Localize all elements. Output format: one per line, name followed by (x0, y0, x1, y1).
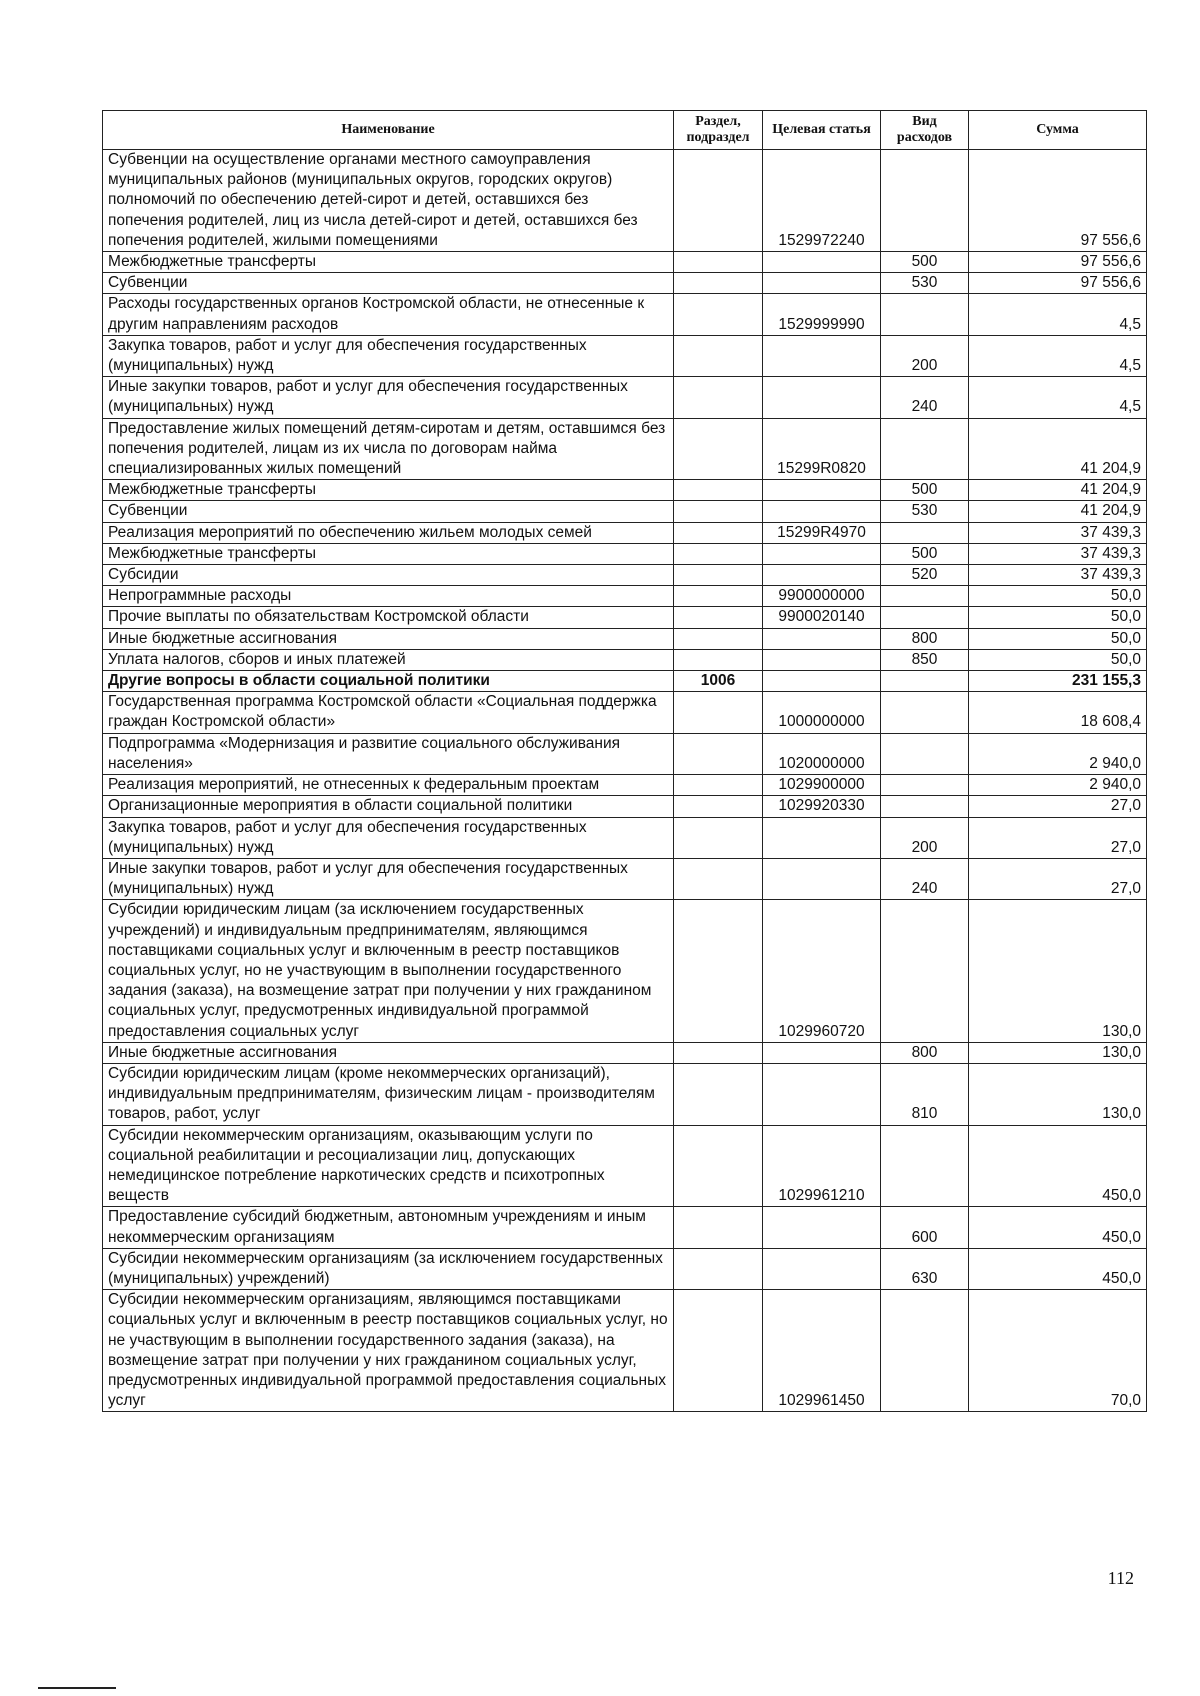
cell-sum: 2 940,0 (969, 775, 1147, 796)
cell-sum: 27,0 (969, 858, 1147, 899)
cell-sum: 50,0 (969, 628, 1147, 649)
cell-sum: 27,0 (969, 796, 1147, 817)
header-target: Целевая статья (763, 111, 881, 150)
cell-target (763, 1248, 881, 1289)
table-row (103, 607, 1147, 628)
cell-sum: 50,0 (969, 607, 1147, 628)
cell-expense (881, 607, 969, 628)
cell-target: 15299R0820 (763, 418, 881, 480)
cell-section (674, 1248, 763, 1289)
cell-target (763, 565, 881, 586)
cell-sum: 27,0 (969, 817, 1147, 858)
cell-sum: 231 155,3 (969, 671, 1147, 692)
cell-target: 1029961210 (763, 1125, 881, 1207)
cell-section (674, 733, 763, 774)
cell-sum: 130,0 (969, 900, 1147, 1042)
cell-sum: 50,0 (969, 586, 1147, 607)
cell-name: Предоставление жилых помещений детям-сиротам и детям, оставшимся без попечения родителей, лицам из их числа по договорам найма специализированных жилых помещений (103, 418, 674, 480)
cell-name: Межбюджетные трансферты (103, 480, 674, 501)
table-row (103, 1290, 1147, 1412)
cell-target (763, 480, 881, 501)
cell-name: Субвенции на осуществление органами местного самоуправления муниципальных районов (муниципальных округов, городских округов) полномочий по обеспечению детей-сирот и детей, оставшихся без попечения родителей, лиц из числа детей-сирот и детей, оставшихся без попечения родителей, жилыми помещениями (103, 150, 674, 252)
cell-section (674, 522, 763, 543)
cell-section: 1006 (674, 671, 763, 692)
table-header (103, 111, 1147, 150)
cell-target: 9900000000 (763, 586, 881, 607)
table-row (103, 335, 1147, 376)
cell-name: Иные закупки товаров, работ и услуг для обеспечения государственных (муниципальных) нужд (103, 858, 674, 899)
header-sum: Сумма (969, 111, 1147, 150)
cell-sum: 97 556,6 (969, 150, 1147, 252)
cell-target: 1029961450 (763, 1290, 881, 1412)
budget-table (102, 110, 1147, 1412)
cell-expense: 600 (881, 1207, 969, 1248)
table-row (103, 1042, 1147, 1063)
cell-section (674, 1063, 763, 1125)
cell-sum: 4,5 (969, 294, 1147, 335)
cell-expense (881, 775, 969, 796)
cell-sum: 450,0 (969, 1248, 1147, 1289)
cell-section (674, 273, 763, 294)
cell-section (674, 501, 763, 522)
cell-expense (881, 1290, 969, 1412)
cell-expense: 850 (881, 649, 969, 670)
cell-expense: 240 (881, 377, 969, 418)
cell-name: Предоставление субсидий бюджетным, автономным учреждениям и иным некоммерческим организациям (103, 1207, 674, 1248)
table-row (103, 543, 1147, 564)
header-section: Раздел, подраздел (674, 111, 763, 150)
cell-target: 9900020140 (763, 607, 881, 628)
cell-target: 15299R4970 (763, 522, 881, 543)
cell-name: Субсидии (103, 565, 674, 586)
cell-expense: 240 (881, 858, 969, 899)
cell-name: Непрограммные расходы (103, 586, 674, 607)
cell-sum: 37 439,3 (969, 543, 1147, 564)
cell-sum: 4,5 (969, 377, 1147, 418)
table-row (103, 628, 1147, 649)
table-row (103, 1063, 1147, 1125)
cell-target: 1020000000 (763, 733, 881, 774)
cell-section (674, 1042, 763, 1063)
cell-expense (881, 796, 969, 817)
table-row (103, 1207, 1147, 1248)
cell-sum: 97 556,6 (969, 252, 1147, 273)
cell-target (763, 377, 881, 418)
cell-name: Уплата налогов, сборов и иных платежей (103, 649, 674, 670)
cell-expense (881, 294, 969, 335)
cell-section (674, 294, 763, 335)
cell-target (763, 252, 881, 273)
header-expense: Вид расходов (881, 111, 969, 150)
cell-section (674, 586, 763, 607)
cell-section (674, 607, 763, 628)
header-name: Наименование (103, 111, 674, 150)
cell-expense (881, 586, 969, 607)
table-row (103, 671, 1147, 692)
cell-sum: 450,0 (969, 1207, 1147, 1248)
table-row (103, 377, 1147, 418)
cell-sum: 41 204,9 (969, 501, 1147, 522)
cell-sum: 50,0 (969, 649, 1147, 670)
cell-name: Субвенции (103, 273, 674, 294)
cell-name: Другие вопросы в области социальной политики (103, 671, 674, 692)
cell-section (674, 1207, 763, 1248)
cell-target: 1029900000 (763, 775, 881, 796)
cell-target: 1529972240 (763, 150, 881, 252)
cell-name: Субсидии некоммерческим организациям (за исключением государственных (муниципальных) учреждений) (103, 1248, 674, 1289)
cell-expense (881, 733, 969, 774)
cell-name: Межбюджетные трансферты (103, 252, 674, 273)
table-row (103, 649, 1147, 670)
table-row (103, 900, 1147, 1042)
cell-name: Организационные мероприятия в области социальной политики (103, 796, 674, 817)
table-row (103, 273, 1147, 294)
table-row (103, 522, 1147, 543)
cell-target (763, 501, 881, 522)
cell-target (763, 273, 881, 294)
table-row (103, 796, 1147, 817)
table-row (103, 1248, 1147, 1289)
cell-section (674, 252, 763, 273)
cell-sum: 37 439,3 (969, 522, 1147, 543)
bottom-rule (38, 1687, 116, 1689)
cell-expense: 500 (881, 480, 969, 501)
cell-target (763, 1207, 881, 1248)
table-row (103, 1125, 1147, 1207)
cell-expense: 810 (881, 1063, 969, 1125)
cell-expense: 500 (881, 252, 969, 273)
cell-name: Субсидии некоммерческим организациям, оказывающим услуги по социальной реабилитации и ресоциализации лиц, допускающих немедицинское потребление наркотических средств и психотропных веществ (103, 1125, 674, 1207)
cell-section (674, 628, 763, 649)
cell-section (674, 377, 763, 418)
cell-name: Иные закупки товаров, работ и услуг для обеспечения государственных (муниципальных) нужд (103, 377, 674, 418)
cell-expense: 520 (881, 565, 969, 586)
cell-sum: 70,0 (969, 1290, 1147, 1412)
cell-name: Межбюджетные трансферты (103, 543, 674, 564)
cell-section (674, 1125, 763, 1207)
table-row (103, 692, 1147, 733)
cell-expense (881, 900, 969, 1042)
cell-target: 1029920330 (763, 796, 881, 817)
cell-expense: 800 (881, 628, 969, 649)
table-row (103, 252, 1147, 273)
cell-name: Расходы государственных органов Костромской области, не отнесенные к другим направлениям расходов (103, 294, 674, 335)
cell-sum: 2 940,0 (969, 733, 1147, 774)
table-row (103, 294, 1147, 335)
cell-name: Закупка товаров, работ и услуг для обеспечения государственных (муниципальных) нужд (103, 335, 674, 376)
cell-name: Субсидии некоммерческим организациям, являющимся поставщиками социальных услуг и включенным в реестр поставщиков социальных услуг, но не участвующим в выполнении государственного задания (заказа), на возмещение затрат при получении у них гражданином социальных услуг, предусмотренных индивидуальной программой предоставления социальных услуг (103, 1290, 674, 1412)
cell-name: Подпрограмма «Модернизация и развитие социального обслуживания населения» (103, 733, 674, 774)
cell-expense (881, 671, 969, 692)
page-number: 112 (1107, 1568, 1134, 1588)
cell-section (674, 692, 763, 733)
cell-expense: 630 (881, 1248, 969, 1289)
cell-target: 1029960720 (763, 900, 881, 1042)
cell-target (763, 671, 881, 692)
table-row (103, 858, 1147, 899)
cell-section (674, 543, 763, 564)
cell-section (674, 565, 763, 586)
cell-name: Прочие выплаты по обязательствам Костромской области (103, 607, 674, 628)
cell-sum: 41 204,9 (969, 418, 1147, 480)
cell-expense: 500 (881, 543, 969, 564)
cell-section (674, 775, 763, 796)
table-row (103, 817, 1147, 858)
cell-expense: 530 (881, 273, 969, 294)
table-row (103, 775, 1147, 796)
cell-section (674, 900, 763, 1042)
cell-name: Закупка товаров, работ и услуг для обеспечения государственных (муниципальных) нужд (103, 817, 674, 858)
cell-sum: 130,0 (969, 1063, 1147, 1125)
cell-expense (881, 522, 969, 543)
cell-section (674, 858, 763, 899)
cell-sum: 450,0 (969, 1125, 1147, 1207)
table-body (103, 150, 1147, 1412)
cell-name: Иные бюджетные ассигнования (103, 628, 674, 649)
cell-section (674, 480, 763, 501)
table-row (103, 733, 1147, 774)
table-row (103, 150, 1147, 252)
cell-sum: 37 439,3 (969, 565, 1147, 586)
cell-sum: 4,5 (969, 335, 1147, 376)
cell-sum: 97 556,6 (969, 273, 1147, 294)
cell-target (763, 858, 881, 899)
cell-name: Иные бюджетные ассигнования (103, 1042, 674, 1063)
table-row (103, 501, 1147, 522)
cell-expense (881, 150, 969, 252)
table-row (103, 418, 1147, 480)
cell-name: Субвенции (103, 501, 674, 522)
cell-target: 1000000000 (763, 692, 881, 733)
cell-section (674, 796, 763, 817)
cell-expense: 200 (881, 335, 969, 376)
cell-name: Субсидии юридическим лицам (кроме некоммерческих организаций), индивидуальным предпринимателям, физическим лицам - производителям товаров, работ, услуг (103, 1063, 674, 1125)
cell-sum: 130,0 (969, 1042, 1147, 1063)
cell-expense: 200 (881, 817, 969, 858)
cell-expense (881, 418, 969, 480)
table-row (103, 565, 1147, 586)
cell-target (763, 543, 881, 564)
cell-target (763, 649, 881, 670)
cell-section (674, 649, 763, 670)
cell-sum: 41 204,9 (969, 480, 1147, 501)
cell-section (674, 817, 763, 858)
table-row (103, 586, 1147, 607)
cell-sum: 18 608,4 (969, 692, 1147, 733)
cell-section (674, 1290, 763, 1412)
cell-name: Реализация мероприятий, не отнесенных к федеральным проектам (103, 775, 674, 796)
cell-target: 1529999990 (763, 294, 881, 335)
cell-target (763, 1063, 881, 1125)
cell-expense: 800 (881, 1042, 969, 1063)
cell-name: Государственная программа Костромской области «Социальная поддержка граждан Костромской области» (103, 692, 674, 733)
cell-expense (881, 692, 969, 733)
cell-name: Реализация мероприятий по обеспечению жильем молодых семей (103, 522, 674, 543)
cell-target (763, 817, 881, 858)
cell-section (674, 335, 763, 376)
cell-section (674, 418, 763, 480)
cell-section (674, 150, 763, 252)
cell-expense: 530 (881, 501, 969, 522)
cell-target (763, 335, 881, 376)
cell-target (763, 1042, 881, 1063)
table-row (103, 480, 1147, 501)
cell-name: Субсидии юридическим лицам (за исключением государственных учреждений) и индивидуальным предпринимателям, являющимся поставщиками социальных услуг и включенным в реестр поставщиков социальных услуг, но не участвующим в выполнении государственного задания (заказа), на возмещение затрат при получении у них гражданином социальных услуг, предусмотренных индивидуальной программой предоставления социальных услуг (103, 900, 674, 1042)
cell-expense (881, 1125, 969, 1207)
cell-target (763, 628, 881, 649)
